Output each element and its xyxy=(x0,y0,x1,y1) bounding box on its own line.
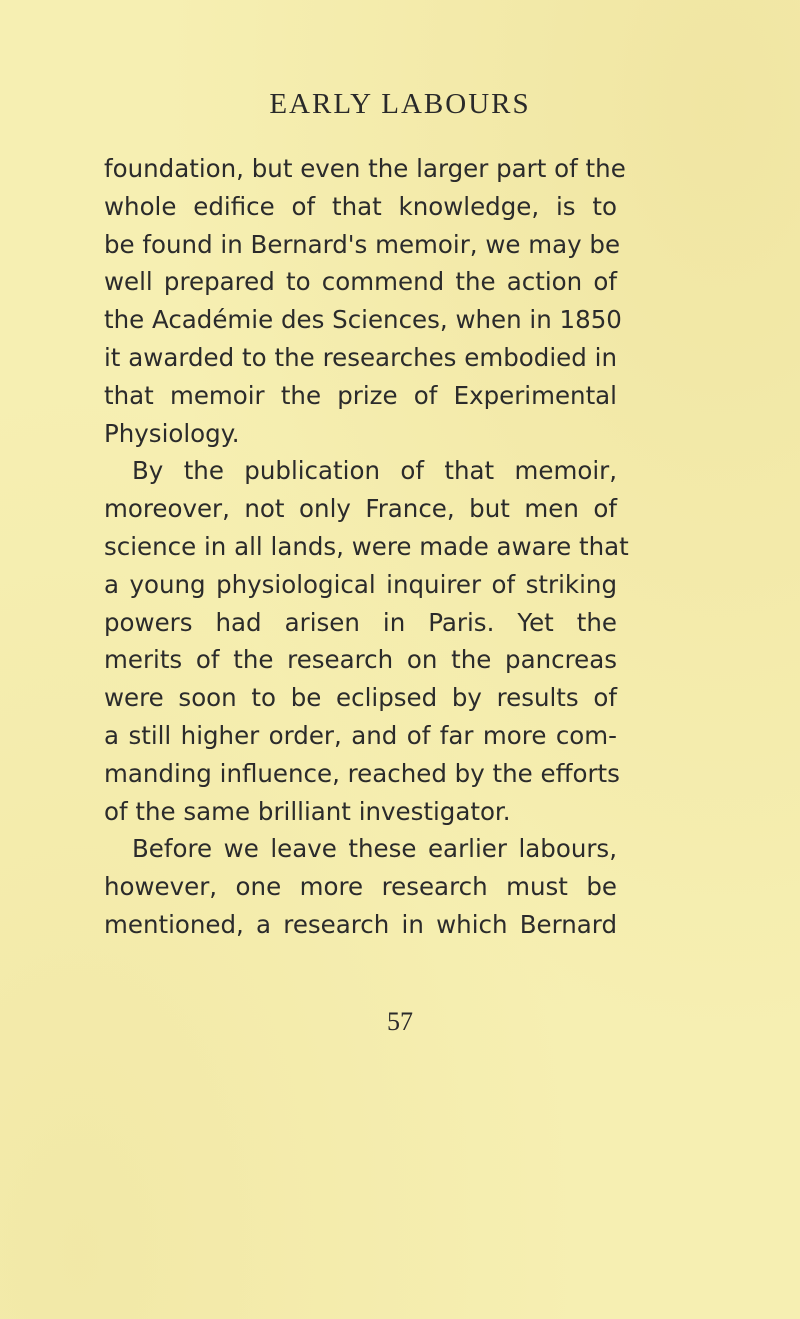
paragraph-end-line: Physiology. xyxy=(104,418,240,448)
text-line: it awarded to the researches embodied in xyxy=(104,342,617,372)
text-line: that memoir the prize of Experimental xyxy=(104,380,617,410)
text-line: a young physiological inquirer of striking xyxy=(104,569,617,599)
text-line: moreover, not only France, but men of xyxy=(104,494,617,524)
text-line: foundation, but even the larger part of the xyxy=(104,154,626,183)
body-text xyxy=(104,150,629,944)
paragraph-start-line: Before we leave these earlier labours, xyxy=(132,834,617,864)
text-line: a still higher order, and of far more com- xyxy=(104,720,617,750)
text-line: powers had arisen in Paris. Yet the xyxy=(104,607,617,637)
text-line: be found in Bernard's memoir, we may be xyxy=(104,229,621,259)
text-line: manding influence, reached by the efforts xyxy=(104,758,620,788)
paragraph-start-line: By the publication of that memoir, xyxy=(132,456,617,486)
running-head: EARLY LABOURS xyxy=(269,88,531,120)
page-number: 57 xyxy=(387,1007,413,1036)
text-line: well prepared to commend the action of xyxy=(104,267,617,297)
paragraph-end-line: of the same brilliant investigator. xyxy=(104,796,511,826)
text-line: science in all lands, were made aware that xyxy=(104,531,629,561)
text-line: merits of the research on the pancreas xyxy=(104,645,617,675)
text-line: the Académie des Sciences, when in 1850 xyxy=(104,305,622,335)
text-line: mentioned, a research in which Bernard xyxy=(104,909,617,939)
text-line: however, one more research must be xyxy=(104,872,617,902)
text-line: whole edifice of that knowledge, is to xyxy=(104,191,617,221)
text-line: were soon to be eclipsed by results of xyxy=(104,683,617,713)
